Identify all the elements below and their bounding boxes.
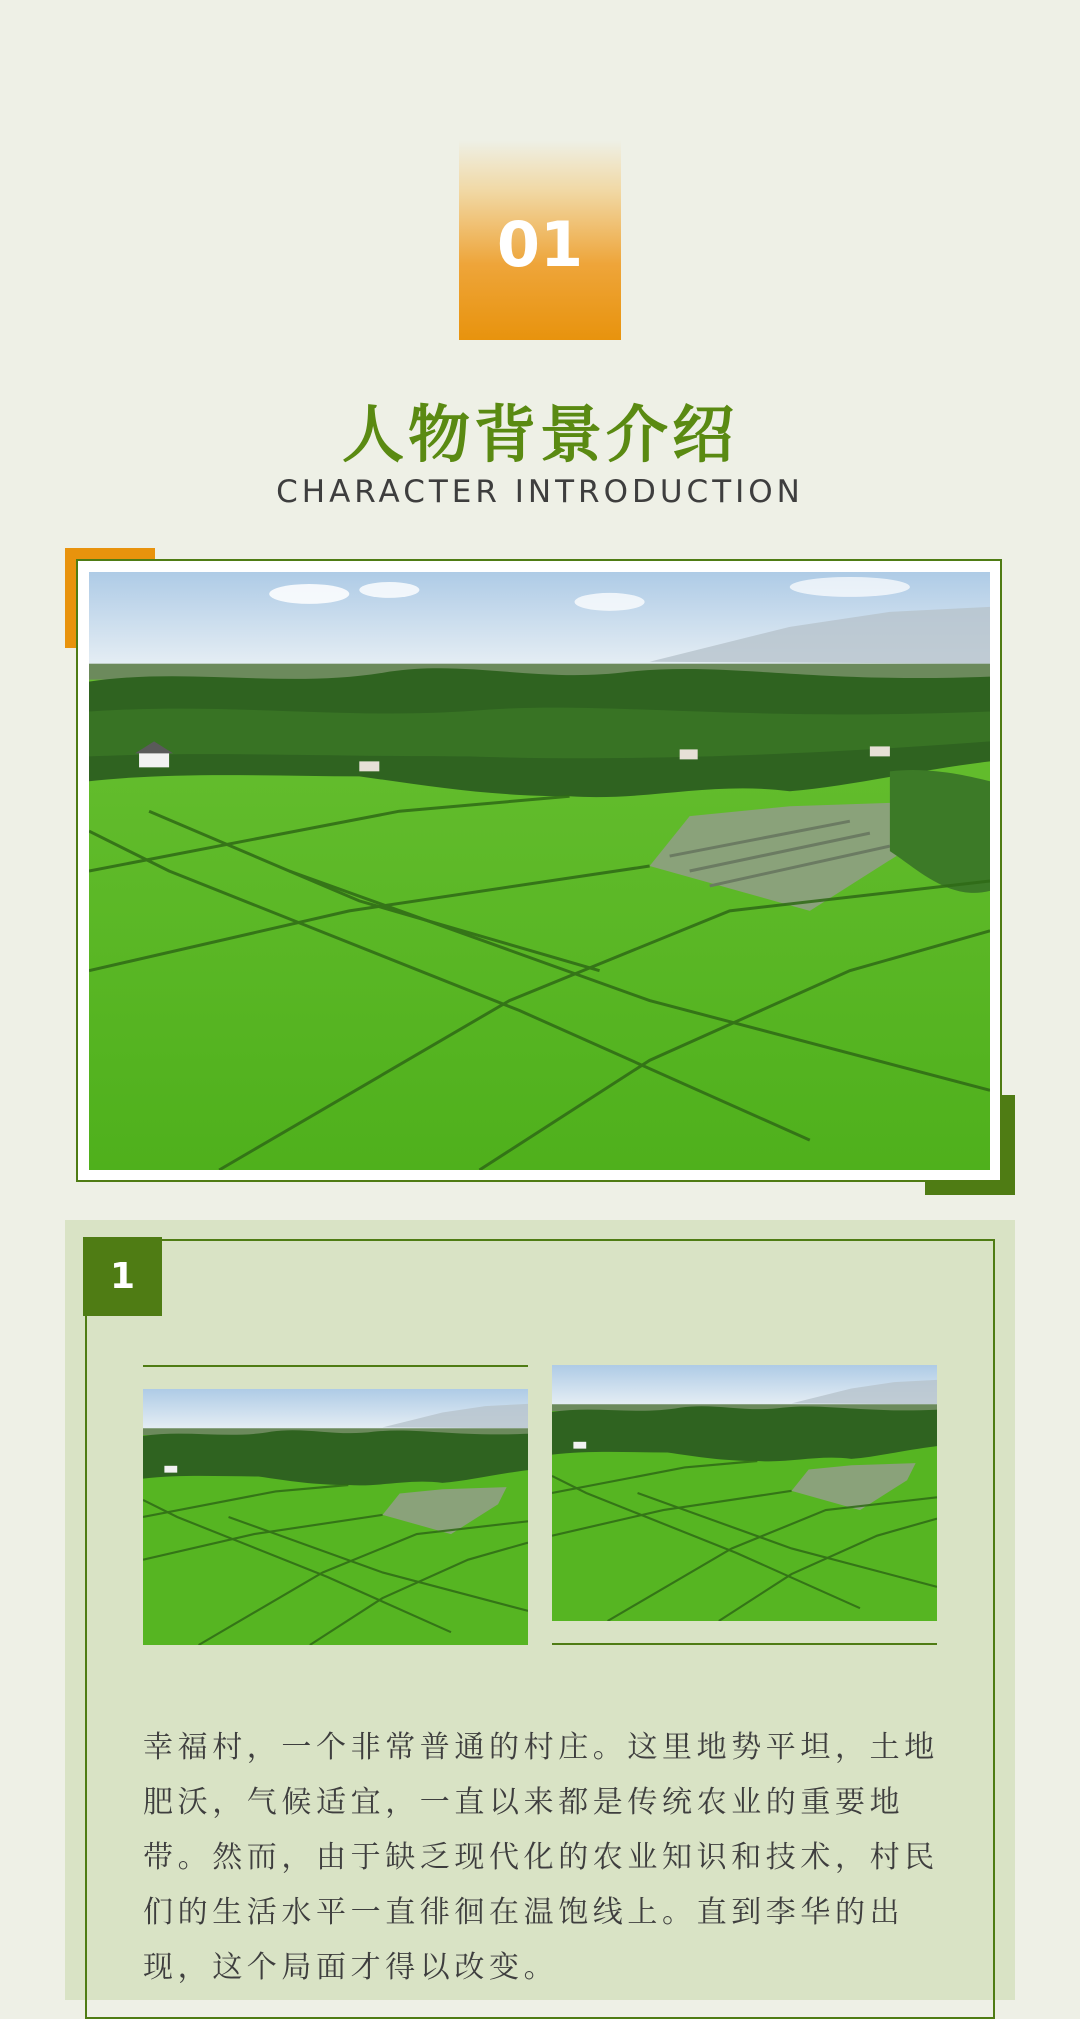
section-subtitle: CHARACTER INTRODUCTION xyxy=(276,474,804,510)
section-title: 人物背景介绍 xyxy=(341,398,738,471)
description-text: 幸福村，一个非常普通的村庄。这里地势平坦，土地肥沃，气候适宜，一直以来都是传统农业的重要地带。然而，由于缺乏现代化的农业知识和技术，村民们的生活水平一直徘徊在温饱线上。直到李华的出现，这个局面才得以改变。 xyxy=(143,1730,939,1985)
section-number: 01 xyxy=(496,207,584,281)
card-number-badge xyxy=(83,1237,162,1316)
section-number-badge xyxy=(459,140,621,340)
hero-farmland-image xyxy=(89,572,990,1170)
thumbnail-bottom-rule xyxy=(552,1643,937,1645)
card-number: 1 xyxy=(109,1256,136,1297)
farmland-thumbnail-right xyxy=(552,1365,937,1621)
thumbnail-top-rule xyxy=(143,1365,528,1367)
farmland-thumbnail-left xyxy=(143,1389,528,1645)
